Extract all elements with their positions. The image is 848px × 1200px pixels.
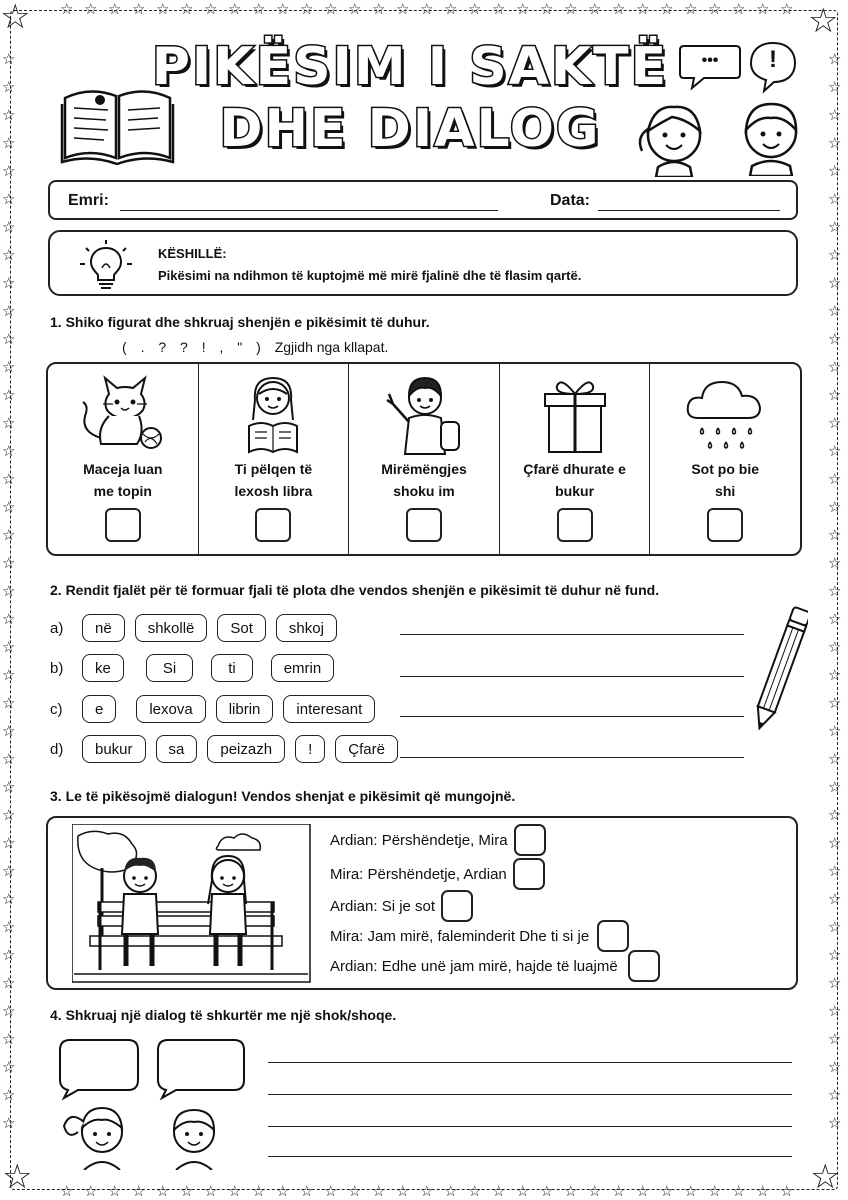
star-icon: ☆	[2, 303, 16, 320]
word-chip[interactable]: shkoj	[276, 614, 337, 642]
star-icon: ☆	[396, 1183, 410, 1200]
star-icon: ☆	[660, 1, 674, 18]
bubble-dots-text: •••	[701, 52, 719, 69]
star-icon: ☆	[828, 1087, 842, 1104]
star-icon: ☆	[2, 107, 16, 124]
star-icon: ☆	[684, 1, 698, 18]
punctuation-box[interactable]	[628, 950, 660, 982]
dialog-line	[330, 920, 629, 952]
star-icon: ☆	[828, 499, 842, 516]
star-icon: ☆	[2, 779, 16, 796]
star-icon: ☆	[828, 919, 842, 936]
star-icon: ☆	[540, 1183, 554, 1200]
title-line-2: DHE DIALOG	[219, 99, 601, 159]
star-icon: ☆	[2, 51, 16, 68]
title-line-1: PIKËSIM I SAKTË	[151, 37, 669, 97]
star-icon: ☆	[324, 1183, 338, 1200]
star-icon: ☆	[828, 219, 842, 236]
name-date-box	[48, 180, 798, 220]
star-icon: ☆	[636, 1, 650, 18]
star-icon: ☆	[828, 555, 842, 572]
dialog-text: Mira: Jam mirë, faleminderit Dhe ti si je	[330, 927, 590, 945]
word-chip[interactable]: e	[82, 695, 116, 723]
answer-line[interactable]	[400, 676, 744, 677]
star-icon: ☆	[828, 667, 842, 684]
picture-cell-boy-waving	[349, 364, 500, 554]
star-icon: ☆	[828, 807, 842, 824]
star-icon: ☆	[756, 1, 770, 18]
star-icon: ☆	[540, 1, 554, 18]
picture-caption: Mirëmëngjes shoku im	[381, 461, 467, 499]
dialog-line	[330, 890, 473, 922]
star-icon: ☆	[828, 107, 842, 124]
star-icon: ☆	[780, 1, 794, 18]
word-chip[interactable]: ti	[211, 654, 253, 682]
star-icon: ☆	[828, 443, 842, 460]
word-chip[interactable]: Si	[146, 654, 193, 682]
star-icon: ☆	[808, 2, 839, 40]
star-icon: ☆	[108, 1183, 122, 1200]
star-icon: ☆	[2, 359, 16, 376]
star-icon: ☆	[828, 191, 842, 208]
star-icon: ☆	[636, 1183, 650, 1200]
star-icon: ☆	[828, 303, 842, 320]
date-label: Data:	[550, 192, 591, 209]
punctuation-box[interactable]	[513, 858, 545, 890]
park-bench-children-illustration	[72, 824, 312, 984]
bubble-exclamation-text: !	[769, 46, 777, 73]
star-icon: ☆	[2, 863, 16, 880]
star-icon: ☆	[708, 1183, 722, 1200]
picture-cell-girl-reading	[199, 364, 350, 554]
star-icon: ☆	[828, 135, 842, 152]
star-icon: ☆	[2, 583, 16, 600]
star-icon: ☆	[2, 1087, 16, 1104]
star-icon: ☆	[420, 1183, 434, 1200]
star-icon: ☆	[828, 275, 842, 292]
star-icon: ☆	[492, 1, 506, 18]
picture-caption: Ti pëlqen të lexosh libra	[234, 461, 313, 499]
word-chip[interactable]: bukur	[82, 735, 146, 763]
star-icon: ☆	[252, 1, 266, 18]
word-row-d	[50, 735, 398, 763]
word-chip[interactable]: Sot	[217, 614, 266, 642]
star-icon: ☆	[2, 751, 16, 768]
word-chip[interactable]: lexova	[136, 695, 205, 723]
star-icon: ☆	[2, 723, 16, 740]
dialog-text: Ardian: Përshëndetje, Mira	[330, 831, 508, 849]
word-row-a	[50, 614, 337, 642]
row-letter: c)	[50, 700, 63, 718]
star-icon: ☆	[2, 667, 16, 684]
word-row-b	[50, 654, 334, 682]
star-icon: ☆	[2, 135, 16, 152]
picture-grid	[46, 362, 802, 556]
star-icon: ☆	[84, 1, 98, 18]
star-icon: ☆	[372, 1, 386, 18]
question-4-heading: 4. Shkruaj një dialog të shkurtër me një shok/shoqe.	[50, 1007, 397, 1023]
cat-icon	[75, 372, 171, 454]
star-icon: ☆	[444, 1, 458, 18]
dialog-text: Ardian: Si je sot	[330, 897, 436, 915]
star-icon: ☆	[828, 331, 842, 348]
star-icon: ☆	[60, 1183, 74, 1200]
word-chip[interactable]: librin	[216, 695, 274, 723]
date-field[interactable]	[598, 210, 780, 211]
star-icon: ☆	[180, 1183, 194, 1200]
star-icon: ☆	[732, 1, 746, 18]
star-icon: ☆	[444, 1183, 458, 1200]
star-icon: ☆	[828, 583, 842, 600]
dialog-writing-line[interactable]	[268, 1156, 792, 1157]
star-icon: ☆	[108, 1, 122, 18]
lightbulb-icon	[78, 238, 134, 292]
word-chip[interactable]: !	[295, 735, 325, 763]
two-children-speech-bubbles-illustration	[48, 1036, 248, 1170]
star-icon: ☆	[828, 1115, 842, 1132]
star-icon: ☆	[828, 163, 842, 180]
answer-box[interactable]	[557, 508, 593, 542]
star-icon: ☆	[2, 219, 16, 236]
star-icon: ☆	[564, 1, 578, 18]
picture-cell-rain	[650, 364, 800, 554]
star-icon: ☆	[2, 499, 16, 516]
star-icon: ☆	[2, 555, 16, 572]
star-icon: ☆	[612, 1183, 626, 1200]
star-icon: ☆	[828, 947, 842, 964]
word-chip[interactable]: shkollë	[135, 614, 208, 642]
girl-reading-icon	[233, 372, 313, 456]
star-icon: ☆	[828, 79, 842, 96]
punctuation-box[interactable]	[597, 920, 629, 952]
star-icon: ☆	[468, 1183, 482, 1200]
answer-line[interactable]	[400, 757, 744, 758]
dialog-writing-line[interactable]	[268, 1126, 792, 1127]
star-icon: ☆	[828, 779, 842, 796]
star-icon: ☆	[2, 975, 16, 992]
star-icon: ☆	[2, 919, 16, 936]
star-icon: ☆	[516, 1, 530, 18]
star-icon: ☆	[588, 1, 602, 18]
star-icon: ☆	[828, 751, 842, 768]
star-icon: ☆	[276, 1, 290, 18]
star-icon: ☆	[2, 387, 16, 404]
star-icon: ☆	[2, 331, 16, 348]
word-chip[interactable]: në	[82, 614, 125, 642]
gift-icon	[535, 372, 615, 456]
boy-waving-icon	[379, 372, 469, 456]
star-icon: ☆	[180, 1, 194, 18]
star-icon: ☆	[204, 1, 218, 18]
word-chip[interactable]: emrin	[271, 654, 335, 682]
word-chip[interactable]: peizazh	[207, 735, 285, 763]
star-icon: ☆	[2, 1115, 16, 1132]
dialog-writing-line[interactable]	[268, 1094, 792, 1095]
star-icon: ☆	[564, 1183, 578, 1200]
worksheet-title	[150, 36, 670, 160]
star-icon: ☆	[2, 1059, 16, 1076]
star-icon: ☆	[756, 1183, 770, 1200]
star-icon: ☆	[828, 1031, 842, 1048]
star-icon: ☆	[156, 1183, 170, 1200]
row-letter: b)	[50, 659, 64, 677]
dialog-box	[46, 816, 798, 990]
star-icon: ☆	[252, 1183, 266, 1200]
girl-face-icon	[632, 95, 714, 177]
star-icon: ☆	[2, 1031, 16, 1048]
dialog-text: Ardian: Edhe unë jam mirë, hajde të luajmë	[330, 957, 618, 975]
star-icon: ☆	[156, 1, 170, 18]
dialog-line	[330, 858, 545, 890]
punctuation-box[interactable]	[441, 890, 473, 922]
name-label: Emri:	[68, 192, 109, 209]
picture-caption: Maceja luan me topin	[83, 461, 163, 499]
star-icon: ☆	[828, 835, 842, 852]
question-1-heading: 1. Shiko figurat dhe shkruaj shenjën e pikësimit të duhur.	[50, 314, 430, 330]
dialog-line	[330, 824, 546, 856]
star-icon: ☆	[2, 891, 16, 908]
rain-cloud-icon	[680, 372, 770, 456]
star-icon: ☆	[2, 947, 16, 964]
star-icon: ☆	[660, 1183, 674, 1200]
answer-line[interactable]	[400, 634, 744, 635]
star-icon: ☆	[828, 863, 842, 880]
star-icon: ☆	[324, 1, 338, 18]
star-icon: ☆	[228, 1, 242, 18]
name-field[interactable]	[120, 210, 498, 211]
hint-text: Zgjidh nga kllapat.	[274, 339, 389, 355]
word-row-c	[50, 695, 375, 723]
star-icon: ☆	[468, 1, 482, 18]
star-icon: ☆	[828, 387, 842, 404]
star-icon: ☆	[2, 471, 16, 488]
star-icon: ☆	[2, 611, 16, 628]
star-icon: ☆	[372, 1183, 386, 1200]
star-icon: ☆	[588, 1183, 602, 1200]
picture-caption: Sot po bie shi	[691, 461, 759, 499]
star-icon: ☆	[2, 191, 16, 208]
star-icon: ☆	[828, 471, 842, 488]
star-icon: ☆	[828, 723, 842, 740]
star-icon: ☆	[204, 1183, 218, 1200]
word-chip[interactable]: interesant	[283, 695, 375, 723]
star-icon: ☆	[684, 1183, 698, 1200]
star-icon: ☆	[2, 1003, 16, 1020]
star-icon: ☆	[132, 1183, 146, 1200]
dialog-writing-line[interactable]	[268, 1062, 792, 1063]
star-icon: ☆	[276, 1183, 290, 1200]
star-icon: ☆	[828, 695, 842, 712]
star-icon: ☆	[732, 1183, 746, 1200]
star-icon: ☆	[612, 1, 626, 18]
row-letter: d)	[50, 740, 64, 758]
word-chip[interactable]: Çfarë	[335, 735, 398, 763]
answer-line[interactable]	[400, 716, 744, 717]
star-icon: ☆	[828, 247, 842, 264]
answer-box[interactable]	[707, 508, 743, 542]
star-icon: ☆	[396, 1, 410, 18]
star-icon: ☆	[2, 443, 16, 460]
tip-title: KËSHILLË:	[158, 246, 227, 261]
star-icon: ☆	[828, 1059, 842, 1076]
star-icon: ☆	[828, 975, 842, 992]
word-chip[interactable]: ke	[82, 654, 124, 682]
row-letter: a)	[50, 619, 64, 637]
star-icon: ☆	[2, 79, 16, 96]
star-icon: ☆	[2, 275, 16, 292]
star-icon: ☆	[300, 1183, 314, 1200]
star-icon: ☆	[0, 0, 31, 36]
star-icon: ☆	[300, 1, 314, 18]
star-icon: ☆	[84, 1183, 98, 1200]
punctuation-hint: ( . ? ? ! , " ) Zgjidh nga kllapat.	[122, 339, 389, 355]
picture-cell-cat	[48, 364, 199, 554]
star-icon: ☆	[828, 51, 842, 68]
star-icon: ☆	[810, 1158, 841, 1196]
boy-face-icon	[736, 92, 806, 176]
answer-box[interactable]	[406, 508, 442, 542]
star-icon: ☆	[708, 1, 722, 18]
punctuation-box[interactable]	[514, 824, 546, 856]
star-icon: ☆	[2, 163, 16, 180]
star-icon: ☆	[348, 1, 362, 18]
answer-box[interactable]	[105, 508, 141, 542]
star-icon: ☆	[2, 807, 16, 824]
star-icon: ☆	[420, 1, 434, 18]
star-icon: ☆	[2, 695, 16, 712]
picture-cell-gift	[500, 364, 651, 554]
star-icon: ☆	[828, 415, 842, 432]
star-icon: ☆	[828, 891, 842, 908]
star-icon: ☆	[828, 359, 842, 376]
star-icon: ☆	[132, 1, 146, 18]
question-2-heading: 2. Rendit fjalët për të formuar fjali të plota dhe vendos shenjën e pikësimit të duhur në fund.	[50, 582, 660, 598]
dialog-line	[330, 950, 660, 982]
star-icon: ☆	[2, 639, 16, 656]
star-icon: ☆	[492, 1183, 506, 1200]
star-icon: ☆	[828, 1003, 842, 1020]
tip-text: Pikësimi na ndihmon të kuptojmë më mirë fjalinë dhe të flasim qartë.	[158, 268, 582, 283]
star-icon: ☆	[780, 1183, 794, 1200]
star-icon: ☆	[2, 1158, 33, 1196]
star-icon: ☆	[60, 1, 74, 18]
dialog-text: Mira: Përshëndetje, Ardian	[330, 865, 507, 883]
star-icon: ☆	[2, 835, 16, 852]
tip-box	[48, 230, 798, 296]
star-icon: ☆	[828, 639, 842, 656]
answer-box[interactable]	[255, 508, 291, 542]
star-icon: ☆	[516, 1183, 530, 1200]
star-icon: ☆	[828, 611, 842, 628]
word-chip[interactable]: sa	[156, 735, 198, 763]
pencil-icon	[754, 602, 808, 736]
picture-caption: Çfarë dhurate e bukur	[523, 461, 626, 499]
star-icon: ☆	[228, 1183, 242, 1200]
star-icon: ☆	[2, 527, 16, 544]
star-icon: ☆	[2, 415, 16, 432]
star-icon: ☆	[348, 1183, 362, 1200]
question-3-heading: 3. Le të pikësojmë dialogun! Vendos shenjat e pikësimit që mungojnë.	[50, 788, 516, 804]
star-icon: ☆	[2, 247, 16, 264]
star-icon: ☆	[828, 527, 842, 544]
